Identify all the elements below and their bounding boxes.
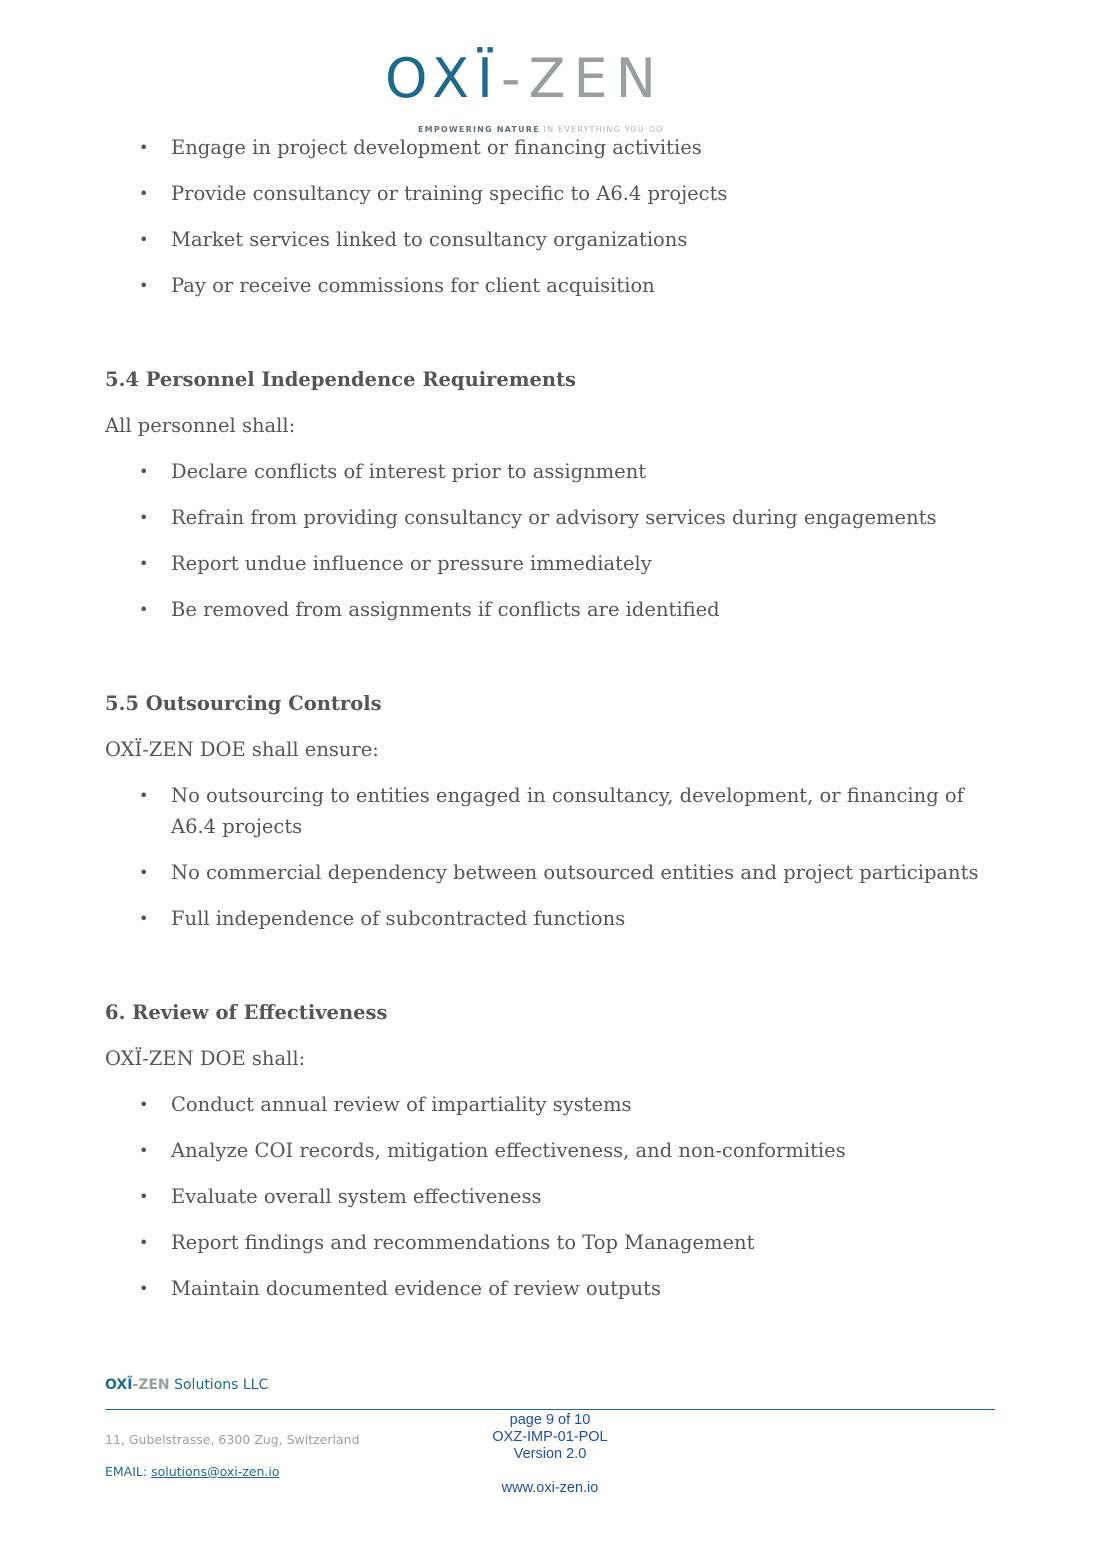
company-part-suffix: Solutions LLC [169,1377,269,1393]
logo-part-zen: -ZEN [500,47,664,110]
section-intro: All personnel shall: [105,414,296,437]
list-item: • Analyze COI records, mitigation effectiveness, and non-conformities [105,1135,995,1166]
section-review-effectiveness [105,997,995,1304]
footer-divider [105,1409,995,1410]
section-heading: 5.5 Outsourcing Controls [105,692,382,715]
section-personnel-independence [105,364,995,625]
list-item: • Conduct annual review of impartiality systems [105,1089,995,1120]
document-version: Version 2.0 [513,1446,587,1462]
list-item: • No commercial dependency between outsourced entities and project participants [105,857,995,888]
logo-part-oxi: OXÏ [385,47,501,110]
page-number: page 9 of 10 [509,1412,591,1428]
list-item: • Be removed from assignments if conflicts are identified [105,594,995,625]
list-item: • Refrain from providing consultancy or advisory services during engagements [105,502,995,533]
list-item: • Maintain documented evidence of review outputs [105,1273,995,1304]
section-outsourcing-controls [105,688,995,934]
footer-page-info [450,1412,650,1463]
company-logo [385,46,715,116]
list-item: • Evaluate overall system effectiveness [105,1181,995,1212]
list-item: • Market services linked to consultancy organizations [105,224,995,255]
list-item: • Engage in project development or financing activities [105,132,995,163]
bullet-list [105,456,995,625]
company-part-oxi: OXÏ [105,1377,133,1393]
intro-bullet-list [105,132,995,301]
list-item: • Pay or receive commissions for client acquisition [105,270,995,301]
section-intro: OXÏ-ZEN DOE shall ensure: [105,738,379,761]
bullet-list [105,1089,995,1304]
footer-company-name [105,1377,268,1393]
page-footer [105,1374,995,1504]
tagline-light: IN EVERYTHING YOU DO [539,125,664,134]
page-header [0,0,1100,140]
section-intro: OXÏ-ZEN DOE shall: [105,1047,306,1070]
footer-email [105,1464,280,1479]
logo-wordmark [385,46,664,112]
tagline-bold: EMPOWERING NATURE [418,125,540,134]
email-link[interactable]: solutions@oxi-zen.io [151,1464,280,1479]
email-label: EMAIL: [105,1464,152,1479]
list-item: • No outsourcing to entities engaged in consultancy, development, or financing of A6.4 projects [105,780,995,842]
document-body [105,132,995,1319]
list-item: • Full independence of subcontracted functions [105,903,995,934]
footer-address: 11, Gubelstrasse, 6300 Zug, Switzerland [105,1432,360,1447]
footer-website[interactable]: www.oxi-zen.io [501,1480,599,1496]
company-part-zen: -ZEN [132,1377,170,1393]
list-item: • Provide consultancy or training specific to A6.4 projects [105,178,995,209]
section-heading: 5.4 Personnel Independence Requirements [105,368,577,391]
bullet-list [105,780,995,934]
list-item: • Report undue influence or pressure immediately [105,548,995,579]
list-item: • Declare conflicts of interest prior to assignment [105,456,995,487]
section-heading: 6. Review of Effectiveness [105,1001,388,1024]
list-item: • Report findings and recommendations to Top Management [105,1227,995,1258]
document-id: OXZ-IMP-01-POL [492,1429,608,1445]
